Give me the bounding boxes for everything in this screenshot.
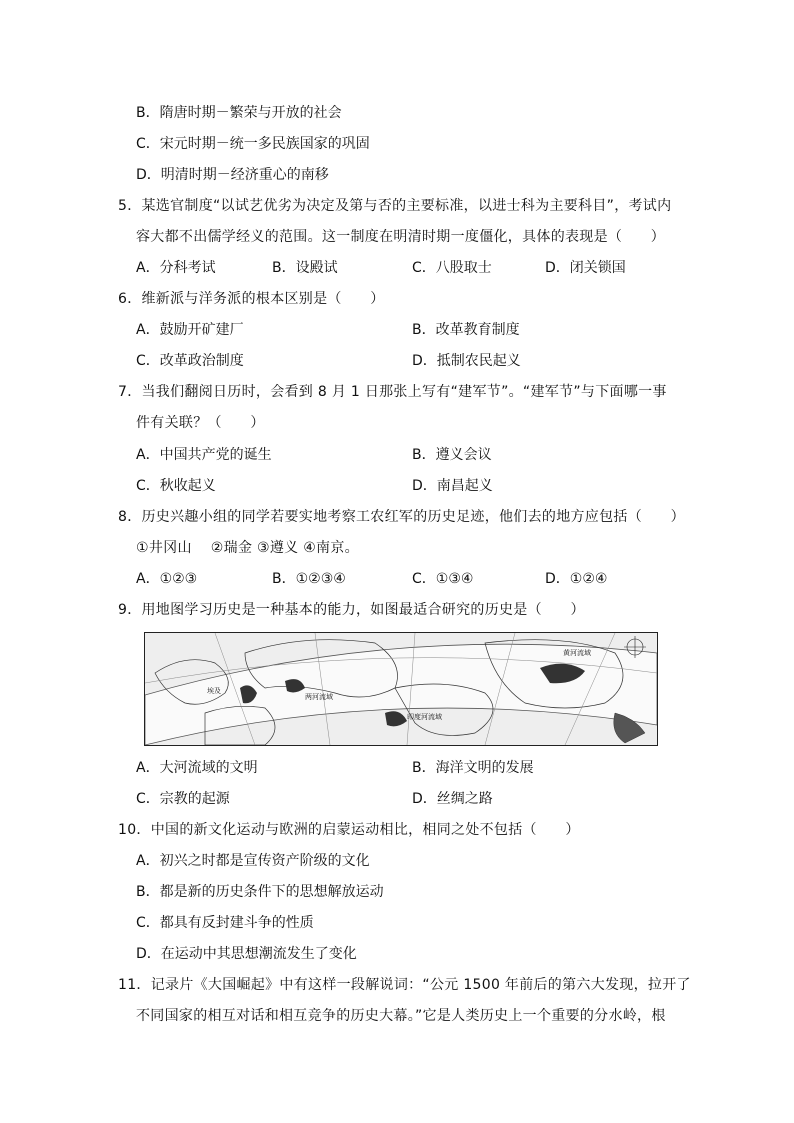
q6-stem: 6．维新派与洋务派的根本区别是（ ） [118, 291, 385, 307]
q9-stem: 9．用地图学习历史是一种基本的能力，如图最适合研究的历史是（ ） [118, 602, 585, 618]
q6-option-b: B．改革教育制度 [412, 322, 520, 338]
q5-option-a: A．分科考试 [136, 260, 216, 276]
q6-option-a: A．鼓励开矿建厂 [136, 322, 244, 338]
q9-option-d: D．丝绸之路 [412, 791, 493, 807]
map-label-egypt: 埃及 [207, 687, 221, 695]
q8-option-a: A．①②③ [136, 571, 198, 587]
q9-option-a: A．大河流域的文明 [136, 760, 258, 776]
q4-option-d: D．明清时期－经济重心的南移 [136, 167, 329, 183]
q7-option-c: C．秋收起义 [136, 478, 216, 494]
q5-stem-line1: 5．某选官制度“以试艺优劣为决定及第与否的主要标准，以进士科为主要科目”，考试内 [118, 198, 672, 214]
q7-option-a: A．中国共产党的诞生 [136, 447, 272, 463]
q4-option-b: B．隋唐时期－繁荣与开放的社会 [136, 105, 342, 121]
q10-option-a: A．初兴之时都是宣传资产阶级的文化 [136, 853, 370, 869]
q7-stem-line1: 7．当我们翻阅日历时，会看到 8 月 1 日那张上写有“建军节”。“建军节”与下面哪一事 [118, 384, 667, 400]
q6-option-c: C．改革政治制度 [136, 353, 244, 369]
map-label-indus: 印度河流域 [407, 713, 442, 721]
q11-stem-line1: 11．记录片《大国崛起》中有这样一段解说词：“公元 1500 年前后的第六大发现，拉开了 [118, 977, 691, 993]
q6-option-d: D．抵制农民起义 [412, 353, 521, 369]
q5-option-b: B．设殿试 [272, 260, 338, 276]
q10-option-c: C．都具有反封建斗争的性质 [136, 915, 314, 931]
q7-option-b: B．遵义会议 [412, 447, 492, 463]
q10-stem: 10．中国的新文化运动与欧洲的启蒙运动相比，相同之处不包括（ ） [118, 822, 580, 838]
q8-option-c: C．①③④ [412, 571, 474, 587]
q8-option-b: B．①②③④ [272, 571, 346, 587]
q4-option-c: C．宋元时期－统一多民族国家的巩固 [136, 136, 370, 152]
q5-option-d: D．闭关锁国 [545, 260, 626, 276]
q5-stem-line2: 容大都不出儒学经义的范围。这一制度在明清时期一度僵化，具体的表现是（ ） [136, 229, 666, 245]
q8-option-d: D．①②④ [545, 571, 608, 587]
q7-stem-line2: 件有关联？（ ） [136, 415, 265, 431]
q7-option-d: D．南昌起义 [412, 478, 493, 494]
river-civilizations-map [144, 632, 658, 746]
q10-option-d: D．在运动中其思想潮流发生了变化 [136, 946, 357, 962]
map-label-yellow-river: 黄河流域 [563, 649, 591, 657]
q11-stem-line2: 不同国家的相互对话和相互竞争的历史大幕。”它是人类历史上一个重要的分水岭，根 [136, 1008, 666, 1024]
q9-option-b: B．海洋文明的发展 [412, 760, 534, 776]
q10-option-b: B．都是新的历史条件下的思想解放运动 [136, 884, 384, 900]
q8-stem-line1: 8．历史兴趣小组的同学若要实地考察工农红军的历史足迹，他们去的地方应包括（ ） [118, 509, 685, 525]
q5-option-c: C．八股取士 [412, 260, 492, 276]
q9-option-c: C．宗教的起源 [136, 791, 230, 807]
map-label-mesopotamia: 两河流域 [305, 693, 333, 701]
q8-stem-line2: ①井冈山 ②瑞金 ③遵义 ④南京。 [136, 540, 359, 556]
